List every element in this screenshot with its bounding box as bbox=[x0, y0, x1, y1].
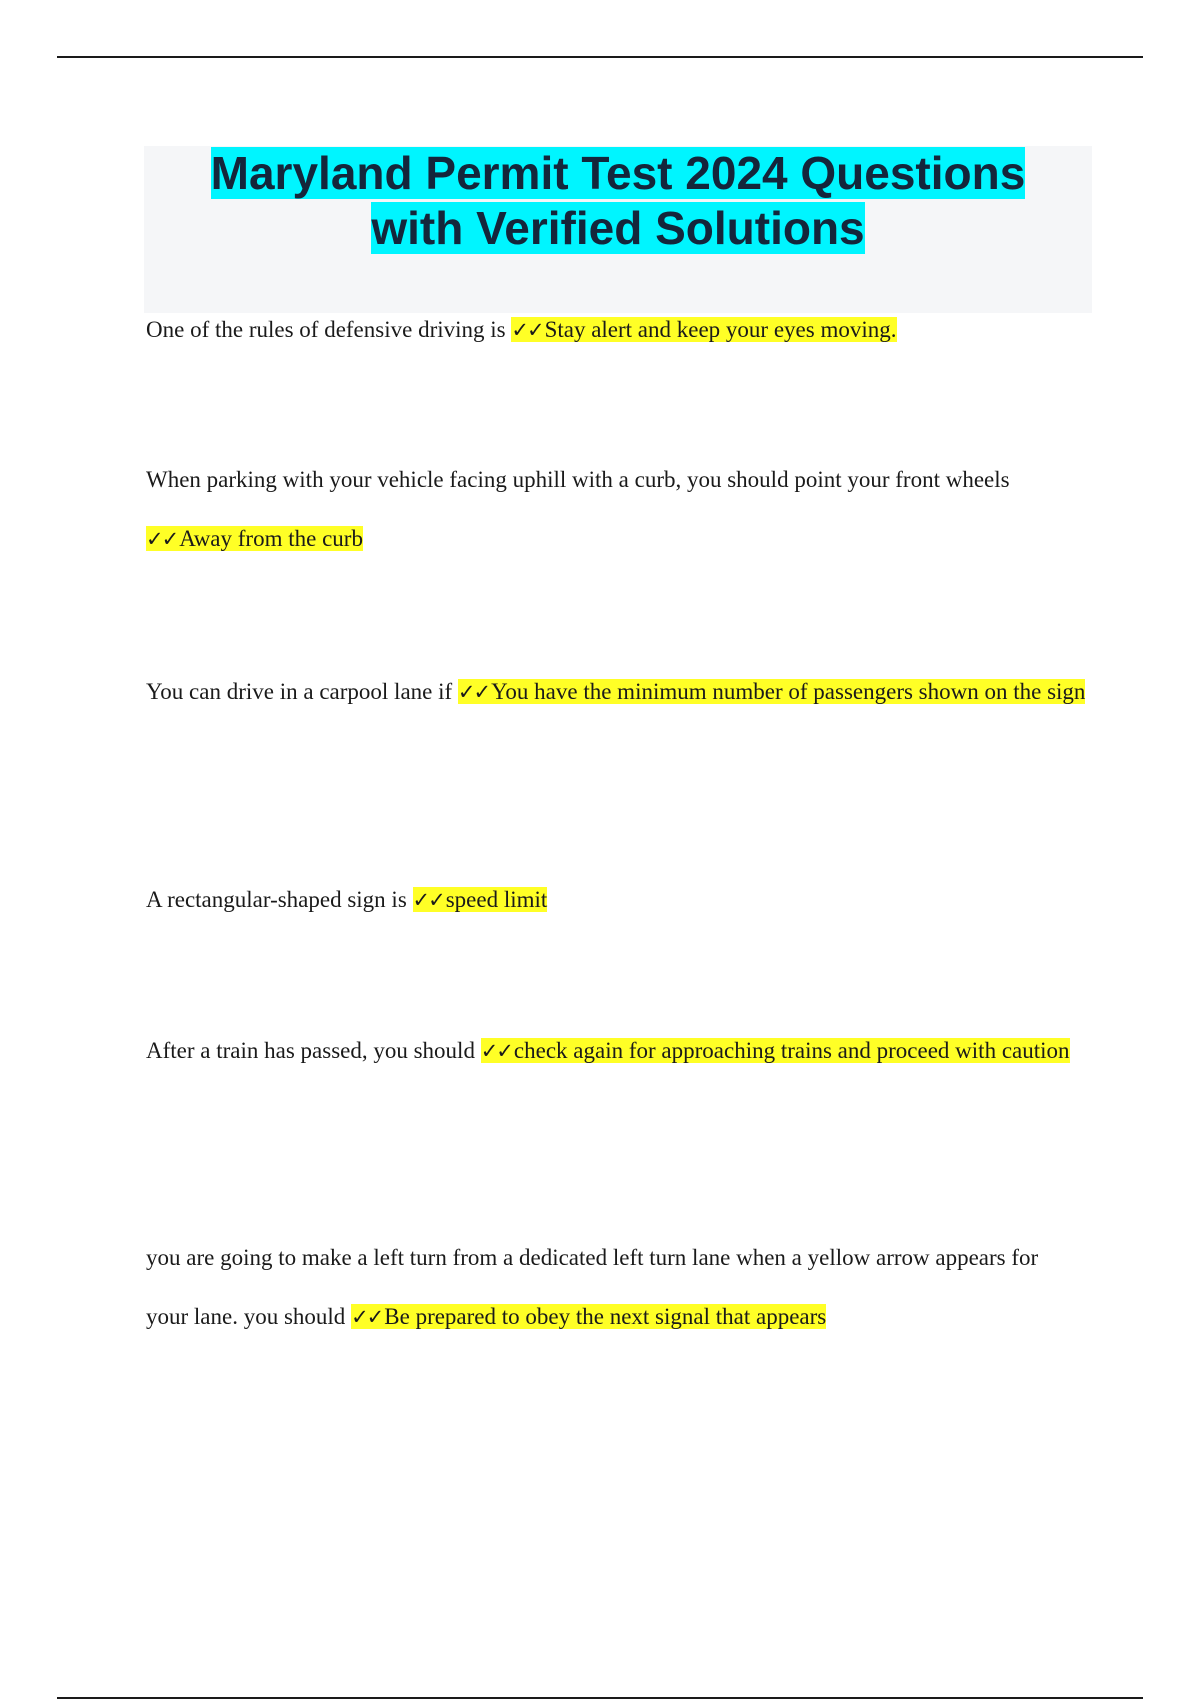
question-text: After a train has passed, you should bbox=[146, 1038, 481, 1063]
question-text: you are going to make a left turn from a dedicated left turn lane when a yellow arrow appears for your lane. you should bbox=[146, 1245, 1039, 1329]
answer-text bbox=[146, 526, 363, 551]
answer-text bbox=[351, 1304, 826, 1329]
top-divider bbox=[57, 56, 1143, 58]
qa-item-3 bbox=[146, 662, 1086, 722]
qa-item-1 bbox=[146, 300, 1086, 360]
qa-item-4 bbox=[146, 870, 1086, 930]
double-check-icon: ✓✓ bbox=[351, 1305, 383, 1329]
double-check-icon: ✓✓ bbox=[511, 318, 543, 342]
double-check-icon: ✓✓ bbox=[146, 527, 178, 551]
qa-item-5 bbox=[146, 1021, 1086, 1081]
double-check-icon: ✓✓ bbox=[412, 888, 444, 912]
answer-label: You have the minimum number of passengers shown on the sign bbox=[491, 679, 1086, 704]
document-title bbox=[144, 146, 1092, 256]
double-check-icon: ✓✓ bbox=[480, 1039, 512, 1063]
answer-label: Stay alert and keep your eyes moving. bbox=[544, 317, 897, 342]
question-text: You can drive in a carpool lane if bbox=[146, 679, 458, 704]
double-check-icon: ✓✓ bbox=[457, 680, 490, 704]
title-banner bbox=[144, 146, 1092, 313]
answer-label: speed limit bbox=[445, 887, 548, 912]
title-line-1: Maryland Permit Test 2024 Questions bbox=[210, 147, 1026, 199]
title-line-2: with Verified Solutions bbox=[371, 202, 865, 254]
question-text: A rectangular-shaped sign is bbox=[146, 887, 413, 912]
qa-item-2 bbox=[146, 450, 1086, 569]
bottom-divider bbox=[57, 1697, 1143, 1699]
answer-text bbox=[458, 679, 1086, 704]
question-text: One of the rules of defensive driving is bbox=[146, 317, 512, 342]
answer-text bbox=[413, 887, 548, 912]
answer-text bbox=[481, 1038, 1070, 1063]
question-text: When parking with your vehicle facing uphill with a curb, you should point your front wheels bbox=[146, 467, 1010, 492]
answer-text bbox=[511, 317, 896, 342]
answer-label: check again for approaching trains and proceed with caution bbox=[513, 1038, 1070, 1063]
qa-item-6 bbox=[146, 1228, 1086, 1347]
answer-label: Away from the curb bbox=[179, 526, 363, 551]
answer-label: Be prepared to obey the next signal that appears bbox=[384, 1304, 827, 1329]
